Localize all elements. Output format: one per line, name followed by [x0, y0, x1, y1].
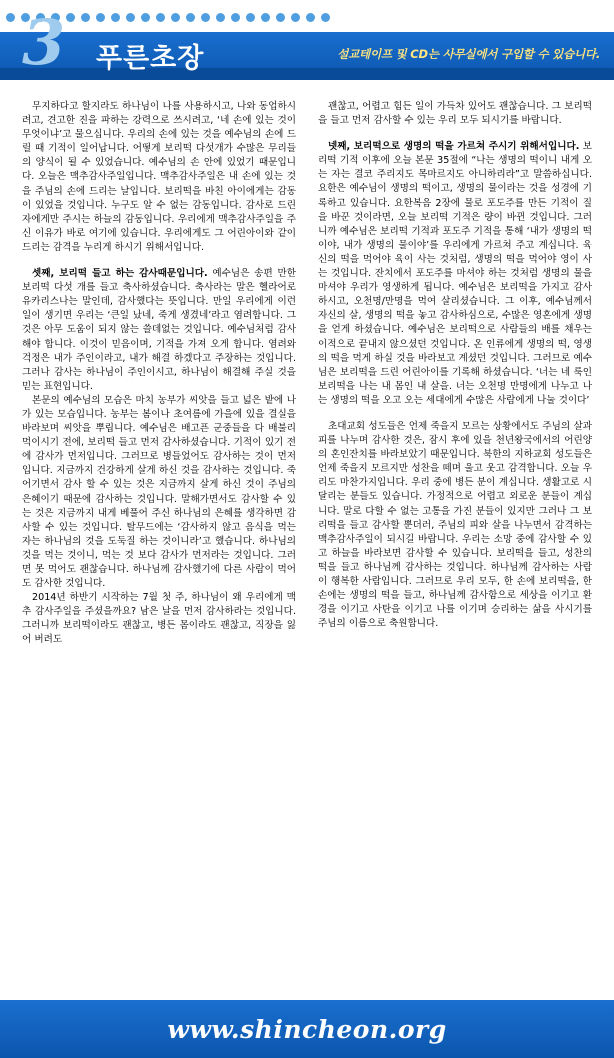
- decorative-dot: [6, 13, 15, 22]
- two-column-text: [22, 100, 592, 990]
- page-title: 푸른초장: [96, 43, 205, 74]
- decorative-dot: [186, 13, 195, 22]
- paragraph: [318, 140, 592, 408]
- decorative-dot: [216, 13, 225, 22]
- page-footer: [0, 1000, 614, 1058]
- decorative-dot: [321, 13, 330, 22]
- decorative-dot: [201, 13, 210, 22]
- paragraph-text: 보리떡 기적 이후에 오늘 본문 35절에 “나는 생명의 떡이니 내게 오는 자는 결코 주리지도 목마르지도 아니하리라”고 말씀하십니다. 요한은 예수님이 생명의 떡이고, 생명의 물이라는 것을 성경에 기록하고 있습니다. 요한복음 2장에 물로 포도주를 만든 기적이 질을 바꾼 것이라면, 오늘 보리떡 기적은 량이 바뀐 것입니다. 그러니까 예수님은 보리떡 기적과 포도주 기적을 통해 ‘내가 생명의 떡이야, 내가 생명의 물이야’를 우리에게 가르쳐 주고 계십니다. 육신의 떡을 먹어야 육이 사는 것처럼, 생명의 떡을 먹어야 영이 사는 것입니다. 잔치에서 포도주를 마셔야 하는 것처럼 생명의 물을 마셔야 우리가 영생하게 됩니다. 예수님은 보리떡을 가지고 감사하시고, 오천명/만명을 먹여 살리셨습니다. 그 이후, 예수님께서 자신의 살, 생명의 떡을 놓고 감사하심으로, 수많은 영혼에게 생명을 얻게 하셨습니다. 예수님은 보리떡으로 사람들의 배를 채우는 이적으로 끝내지 않으셨던 것입니다. 온 인류에게 생명의 떡, 영생의 떡을 먹게 하실 것을 바라보고 계셨던 것입니다. 그러므로 예수님은 보리떡을 드린 어린아이를 기록해 하셨습니다. ‘너는 네 룩인 보리떡을 나는 내 몸인 내 살을. 너는 오천명 만명에게 나누고 나는 생명의 떡을 오고 오는 세대에게 수많은 사람에게 나눌 것이다’: [318, 141, 592, 406]
- paragraph-text: 2014년 하반기 시작하는 7월 첫 주, 하나님이 왜 우리에게 맥추 감사주일을 주셨을까요? 남은 날을 먼저 감사하라는 것입니다. 그러니까 보리떡이라도 괜찮고, 병든 몸이라도 괜찮고, 직장을 잃어 버려도: [22, 592, 296, 646]
- page-number: 3: [22, 6, 64, 79]
- decorative-dot: [96, 13, 105, 22]
- paragraph: [22, 591, 296, 647]
- paragraph: [318, 100, 592, 128]
- decorative-dot: [126, 13, 135, 22]
- decorative-dot-row: [0, 4, 614, 30]
- paragraph: [22, 394, 296, 591]
- website-url[interactable]: www.shincheon.org: [167, 1014, 447, 1044]
- paragraph: [22, 100, 296, 255]
- decorative-dot: [81, 13, 90, 22]
- decorative-dot: [156, 13, 165, 22]
- decorative-dot: [246, 13, 255, 22]
- decorative-dot: [66, 13, 75, 22]
- header-band-shadow: [0, 68, 614, 80]
- paragraph: [318, 420, 592, 631]
- decorative-dot: [276, 13, 285, 22]
- decorative-dot: [291, 13, 300, 22]
- article-content: [0, 100, 614, 1000]
- paragraph-text: 본문의 예수님의 모습은 마치 농부가 씨앗을 들고 넓은 밭에 나가 있는 모습입니다. 농부는 봄이나 초여름에 가을에 있을 결실을 바라보며 씨앗을 뿌립니다. 예수님은 배고픈 군중들을 다 배불리 먹이시기 전에, 보리떡 들고 먼저 감사하셨습니다. 기적이 있기 전에 감사가 먼저입니다. 그러므로 병들었어도 감사하는 것이 먼저입니다. 지금까지 건강하게 살게 하신 것을 감사하는 것입니다. 죽어기면서 감사 할 수 있는 것은 지금까지 살게 하신 것이 주님의 은혜이기 때문에 감사하는 것입니다. 말해가면서도 감사할 수 있는 것은 지금까지 내게 베풀어 주신 하나님의 은혜를 생각하면 감사할 수 있는 것입니다. 탈무드에는 ‘감사하지 않고 음식을 먹는 자는 하나님의 것을 도둑질 하는 것이니라’고 했습니다. 하나님의 것을 먹는 것이니, 먹는 것 보다 감사가 먼저라는 것입니다. 그러면 못 먹어도 괜찮습니다. 하나님께 감사했기에 다른 사람이 먹어도 감사한 것입니다.: [22, 394, 296, 590]
- paragraph-text: 괜찮고, 어렵고 힘든 일이 가득차 있어도 괜찮습니다. 그 보리떡을 들고 먼저 감사할 수 있는 우리 모두 되시기를 바랍니다.: [318, 101, 592, 127]
- paragraph-text: 무지하다고 할지라도 하나님이 나를 사용하시고, 나와 동업하시려고, 견고한 진을 파하는 강력으로 쓰시려고, ‘네 손에 있는 것이 무엇이냐’고 물으십니다. 우리의 손에 있는 것을 예수님의 손에 드릴 때 기적이 일어납니다. 어떻게 보리떡 다섯개가 수많은 무리들의 양식이 될 수 있었습니다. 예수님의 손 안에 있었기 때문입니다. 오늘은 맥추감사주일입니다. 맥추감사주일은 내 손에 있는 것을 주님의 손에 드리는 날입니다. 보리떡을 바친 아이에게는 감동이 있었을 것입니다. 누구도 알 수 없는 감동입니다. 감사로 드린 자에게만 주시는 하늘의 감동입니다. 우리에게 맥추감사주일을 주신 이유가 바로 여기에 있습니다. 우리에게도 그 어린아이와 같이 드리는 감격을 누리게 하시기 위해서입니다.: [22, 101, 296, 253]
- paragraph: [22, 267, 296, 394]
- decorative-dot: [231, 13, 240, 22]
- paragraph-lead: 넷째, 보리떡으로 생명의 떡을 가르쳐 주시기 위해서입니다.: [328, 141, 580, 153]
- paragraph-text: 초대교회 성도들은 언제 죽을지 모르는 상황에서도 주님의 살과 피를 나누며 감사한 것은, 잠시 후에 있을 천년왕국에서의 어린양의 혼인잔치를 바라보았기 때문입니다. 북한의 지하교회 성도들은 언제 죽을지 모르지만 성찬을 떼며 울고 웃고 감격합니다. 오늘 우리도 마찬가지입니다. 우리 중에 병든 분이 계십니다. 생활고로 시달리는 분들도 있습니다. 가정적으로 어렵고 외로운 분들이 계십니다. 말로 다할 수 없는 고통을 가진 분들이 있지만 그러나 그 보리떡을 들고 감사할 뿐더러, 주님의 피와 살을 나누면서 감격하는 맥추감사주일이 되시길 바랍니다. 우리는 소망 중에 감사할 수 있고 하늘을 바라보면 감사할 수 있습니다. 보리떡을 들고, 성찬의 떡을 들고 하나님께 감사하는 것입니다. 하나님께 감사하는 사람이 행복한 사람입니다. 그러므로 우리 모두, 한 손에 보리떡을, 한 손에는 생명의 떡을 들고, 하나님께 감사함으로 세상을 이기고 환경을 이기고 사탄을 이기고 나를 이기며 승리하는 삶을 사시기를 주님의 이름으로 축원합니다.: [318, 420, 592, 630]
- decorative-dot: [141, 13, 150, 22]
- page-header: [0, 0, 614, 96]
- paragraph-text: 예수님은 송편 만한 보리떡 다섯 개를 들고 축사하셨습니다. 축사라는 말은 헬라어로 유카리스나는 말인데, 감사했다는 뜻입니다. 만일 우리에게 이런 일이 생기면 우리는 ‘큰일 났네, 죽게 생겼네’라고 염려합니다. 그것은 아무 도움이 되지 않는 쓸데없는 것입니다. 예수님처럼 감사해야 합니다. 이것이 믿음이며, 기적을 가져 오게 합니다. 염려와 걱정은 내가 주인이라고, 내가 해결 하겠다고 주장하는 것입니다. 그러나 감사는 하나님이 주인이시고, 하나님이 해결해 주실 것을 믿는 표현입니다.: [22, 268, 296, 392]
- decorative-dot: [306, 13, 315, 22]
- paragraph-lead: 셋째, 보리떡 들고 하는 감사때문입니다.: [32, 268, 208, 280]
- decorative-dot: [111, 13, 120, 22]
- decorative-dot: [261, 13, 270, 22]
- header-note: 설교테이프 및 CD는 사무실에서 구입할 수 있습니다.: [337, 47, 600, 61]
- decorative-dot: [171, 13, 180, 22]
